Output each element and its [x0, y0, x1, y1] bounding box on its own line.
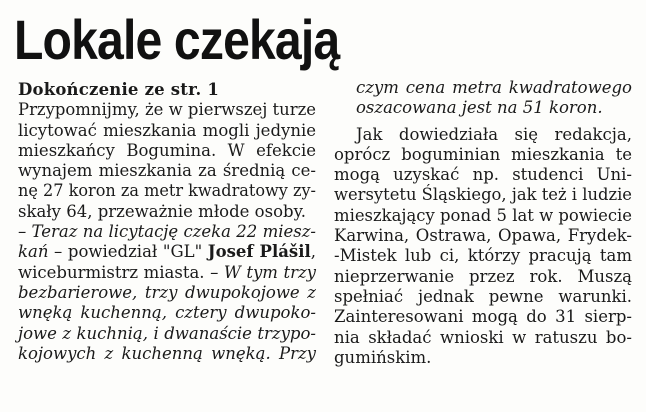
body-line: Jak dowiedziała się redakcja, — [356, 124, 632, 144]
quote-line: jowe z kuchnią, i dwanaście trzypo- — [18, 323, 316, 343]
body-line: spełniać jednak pewne warunki. — [334, 286, 632, 306]
body-line: licytować mieszkania mogli jedynie — [18, 120, 316, 140]
attribution-punct: , — [310, 242, 316, 262]
continuation-note: Dokończenie ze str. 1 — [18, 80, 220, 99]
quote-line: – Teraz na licytację czeka 22 miesz- — [18, 222, 316, 242]
body-line: -Mistek lub ci, którzy pracują tam — [334, 246, 632, 266]
headline: Lokale czekają — [14, 8, 340, 71]
body-line: skały 64, przeważnie młode osoby. — [18, 201, 306, 221]
body-line: nieprzerwanie przez rok. Muszą — [334, 266, 632, 286]
body-line: Karwina, Ostrawa, Opawa, Frydek- — [334, 226, 632, 246]
speaker-title-line — [18, 263, 316, 283]
right-column — [334, 78, 632, 368]
speaker-name: Josef Plášil — [207, 242, 311, 262]
quote-line: bezbarierowe, trzy dwupokojowe z — [18, 282, 316, 302]
attribution-text: – powiedział "GL" — [48, 242, 208, 262]
body-line: mogą uzyskać np. studenci Uni- — [334, 165, 632, 185]
speaker-title: wiceburmistrz miasta. — [18, 262, 211, 282]
body-line: gumińskim. — [334, 347, 432, 367]
body-line: Przypomnijmy, że w pierwszej turze — [18, 100, 316, 120]
body-line: mieszkający ponad 5 lat w powiecie — [334, 205, 633, 225]
body-line: mieszkańcy Bogumina. W efekcie — [18, 140, 316, 160]
quote-continuation: – W tym trzy — [210, 262, 316, 282]
body-line: Zainteresowani mogą do 31 sierp- — [334, 307, 632, 327]
body-line: nę 27 koron za metr kwadratowy zy- — [18, 181, 316, 201]
left-column — [18, 80, 316, 364]
quote-fragment: kań — [18, 242, 49, 262]
quote-line: oszacowana jest na 51 koron. — [356, 98, 603, 118]
body-line: nia składać wnioski w ratuszu bo- — [334, 327, 632, 347]
quote-attribution-line — [18, 242, 316, 262]
quote-line: czym cena metra kwadratowego — [356, 78, 632, 97]
body-line: wersytetu Śląskiego, jak też i ludzie — [334, 185, 632, 205]
quote-line: kojowych z kuchenną wnęką. Przy — [18, 343, 316, 363]
body-line: oprócz boguminian mieszkania te — [334, 144, 632, 164]
body-line: wynajem mieszkania za średnią ce- — [18, 161, 316, 181]
quote-line: wnęką kuchenną, cztery dwupoko- — [18, 303, 316, 323]
